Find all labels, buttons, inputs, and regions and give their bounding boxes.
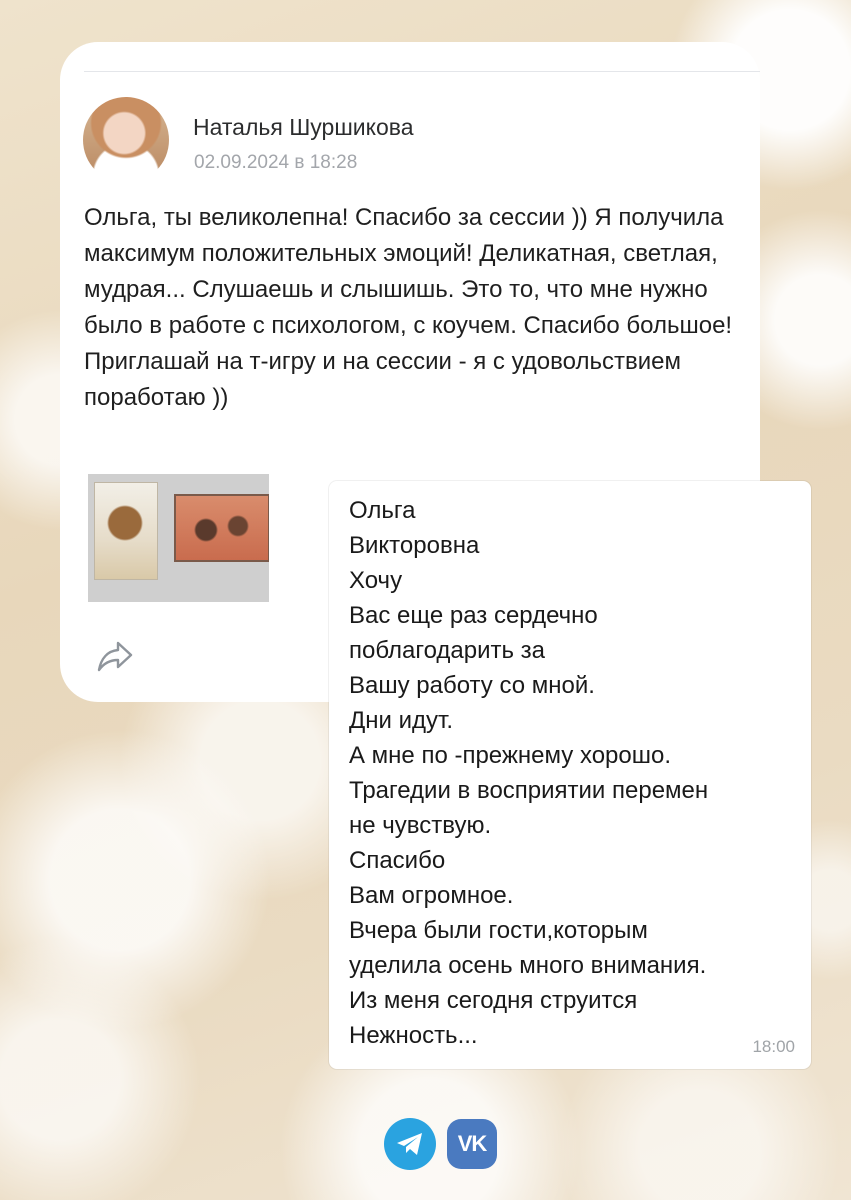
post-text: Ольга, ты великолепна! Спасибо за сессии )) Я получила максимум положительных эмоций! Деликатная, светлая, мудрая... Слушаешь и слышишь. Это то, что мне нужно было в работе с психологом, с коучем. Спасибо большое! Приглашай на т-игру и на сессии - я с удовольствием поработаю )) [84,204,733,411]
divider [84,71,760,72]
photo-illustration-left [94,482,158,580]
post-attachment-photo[interactable] [88,474,269,602]
vk-button[interactable] [447,1119,497,1169]
message-time: 18:00 [752,1037,795,1056]
chat-message-bubble [329,481,811,1069]
photo-illustration-right [174,494,269,562]
telegram-icon [395,1131,425,1157]
telegram-button[interactable] [384,1118,436,1170]
message-text: Ольга Викторовна Хочу Вас еще раз сердечно поблагодарить за Вашу работу со мной. Дни идут. А мне по -прежнему хорошо. Трагедии в восприятии перемен не чувствую. Спасибо Вам огромное. Вчера были гости,которым уделила осень много внимания. Из меня сегодня струится Нежность... [349,497,709,1049]
share-icon[interactable] [96,638,134,674]
post-date[interactable]: 02.09.2024 в 18:28 [194,152,358,173]
vk-icon: VK [457,1131,487,1156]
author-name[interactable]: Наталья Шуршикова [193,114,414,140]
avatar[interactable] [83,97,169,183]
